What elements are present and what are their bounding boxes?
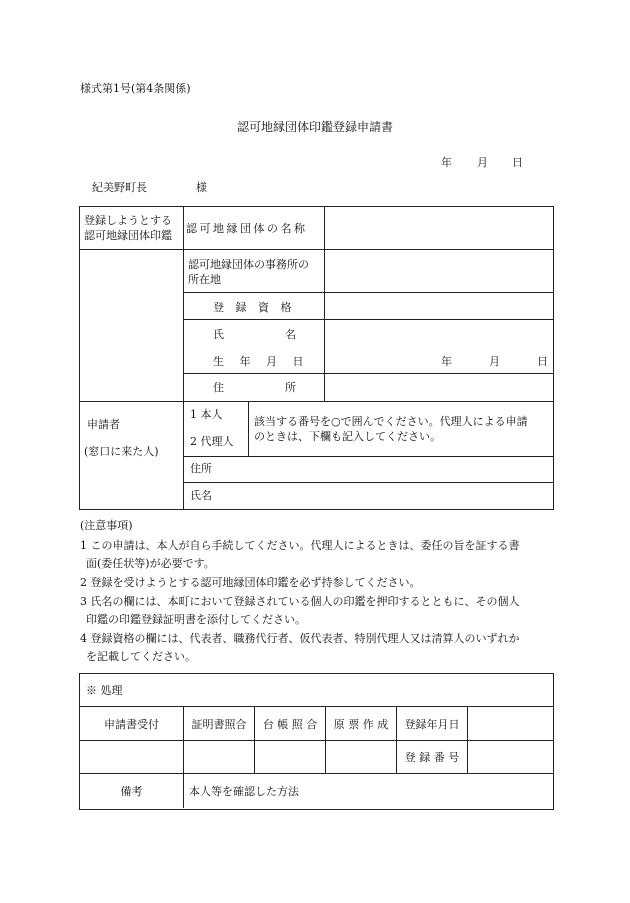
qualification-label: 登 録 資 格	[213, 300, 296, 314]
reg-date-field[interactable]	[468, 707, 552, 740]
note-4-line2: を記載してください。	[86, 650, 196, 663]
col-reg-number-label: 登 録 番 号	[404, 751, 460, 764]
seal-label-line1: 登録しようとする	[84, 214, 172, 227]
applicant-option-self[interactable]: 1 本人	[190, 408, 223, 421]
date-month-label: 月	[477, 156, 488, 169]
birth-month-label: 月	[489, 355, 500, 368]
original-field[interactable]	[326, 741, 396, 773]
note-3-line1: 3 氏名の欄には、本町において登録されている個人の印鑑を押印するとともに、その個人	[80, 595, 520, 608]
notes-heading: (注意事項)	[80, 519, 133, 532]
remarks-value: 本人等を確認した方法	[189, 785, 299, 798]
name-field[interactable]	[325, 320, 552, 346]
applicant-name-label: 氏名	[190, 489, 212, 502]
applicant-sublabel: (窓口に来た人)	[84, 445, 159, 458]
col-reception-label: 申請書受付	[104, 717, 159, 731]
col-ledger-label: 台 帳 照 合	[262, 717, 318, 731]
name-label-1: 氏	[213, 328, 224, 341]
certificate-field[interactable]	[184, 741, 254, 773]
name-label-2: 名	[285, 328, 296, 341]
addressee-name: 紀美野町長	[92, 181, 147, 194]
birth-day-label: 日	[537, 355, 548, 368]
note-1-line2: 面(委任状等)が必要です。	[86, 557, 215, 570]
col-original-label: 原 票 作 成	[333, 717, 389, 731]
office-label	[188, 253, 309, 291]
org-name-label: 認可地縁団体の名称	[186, 222, 308, 235]
applicant-address-field[interactable]	[216, 457, 552, 482]
addressee-honorific: 様	[196, 181, 207, 194]
birth-year-label: 年	[441, 355, 452, 368]
applicant-name-field[interactable]	[216, 483, 552, 508]
note-1-line1: 1 この申請は、本人が自ら手続してください。代理人によるときは、委任の旨を証する書	[80, 539, 520, 552]
remarks-label: 備考	[120, 785, 143, 798]
note-2: 2 登録を受けようとする認可地縁団体印鑑を必ず持参してください。	[80, 576, 421, 589]
address-label-2: 所	[285, 381, 296, 394]
ledger-field[interactable]	[255, 741, 325, 773]
note-4-line1: 4 登録資格の欄には、代表者、職務代行者、仮代表者、特別代理人又は清算人のいずれか	[80, 632, 520, 645]
birthdate-label: 生 年 月 日	[213, 355, 310, 368]
col-certificate-label: 証明書照合	[191, 717, 247, 731]
applicant-option-proxy[interactable]: 2 代理人	[190, 435, 234, 448]
reception-field[interactable]	[80, 741, 183, 773]
form-number: 様式第1号(第4条関係)	[80, 82, 191, 95]
page-title: 認可地縁団体印鑑登録申請書	[237, 120, 394, 134]
address-field[interactable]	[325, 374, 552, 401]
office-label-line1: 認可地縁団体の事務所の	[188, 258, 309, 271]
date-year-label: 年	[441, 156, 452, 169]
processing-heading: ※ 処理	[86, 684, 123, 697]
applicant-instruction-line2: のときは、下欄も記入してください。	[254, 430, 441, 443]
org-name-field[interactable]	[325, 207, 552, 249]
note-3-line2: 印鑑の印鑑登録証明書を添付してください。	[86, 613, 306, 626]
applicant-address-label: 住所	[190, 462, 212, 475]
reg-number-field[interactable]	[468, 741, 552, 773]
qualification-field[interactable]	[325, 293, 552, 319]
address-label-1: 住	[213, 381, 224, 394]
office-label-line2: 所在地	[188, 273, 221, 286]
col-reg-date-label: 登録年月日	[404, 717, 460, 731]
seal-label-line2: 認可地縁団体印鑑	[84, 229, 172, 242]
applicant-label: 申請者	[87, 418, 120, 431]
seal-label	[84, 209, 172, 247]
date-day-label: 日	[512, 156, 523, 169]
office-address-field[interactable]	[325, 250, 552, 292]
applicant-instruction-line1: 該当する番号を○で囲んでください。代理人による申請	[254, 415, 528, 428]
